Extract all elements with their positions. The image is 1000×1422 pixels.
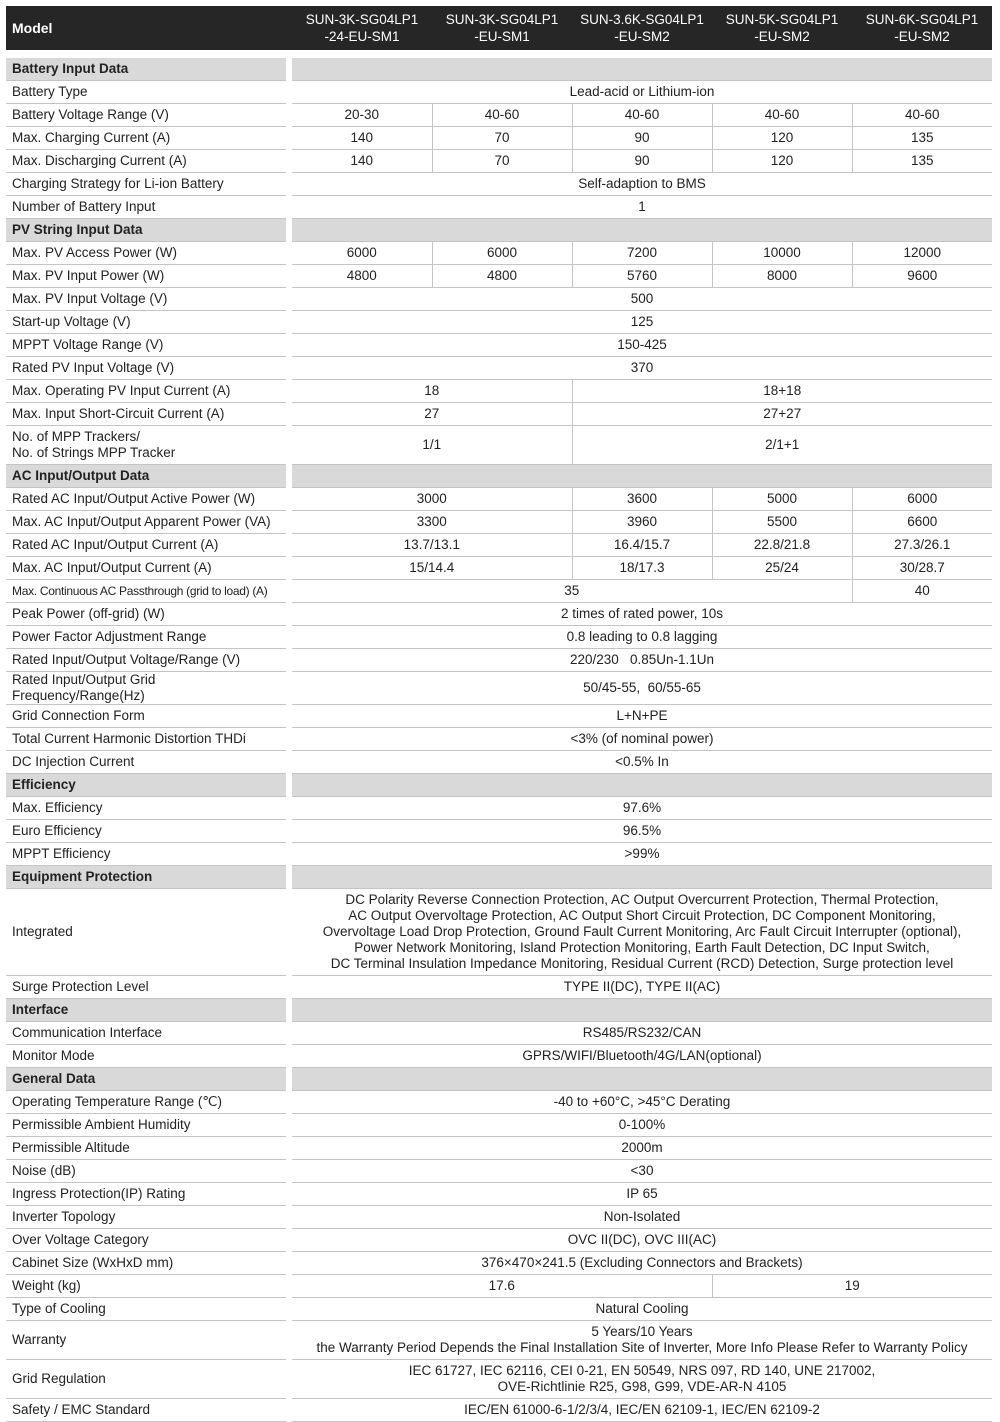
spec-value: 18/17.3 [572, 557, 712, 580]
spec-label: Ingress Protection(IP) Rating [6, 1183, 286, 1206]
spec-row-battery-voltage [6, 104, 992, 127]
spec-label: Type of Cooling [6, 1298, 286, 1321]
spec-row-rated-voltage [6, 649, 992, 672]
spec-row-noise [6, 1160, 992, 1183]
spec-sheet [6, 6, 986, 1422]
spec-label: Max. Discharging Current (A) [6, 150, 286, 173]
spec-value: 140 [292, 150, 432, 173]
spec-label: Max. Charging Current (A) [6, 127, 286, 150]
spec-row-dc-injection [6, 751, 992, 774]
spec-value: 135 [852, 150, 992, 173]
spec-value: 18 [292, 380, 572, 403]
model-label: Model [6, 6, 286, 50]
spec-label: MPPT Efficiency [6, 843, 286, 866]
spec-row-weight [6, 1275, 992, 1298]
spec-label: Permissible Ambient Humidity [6, 1114, 286, 1137]
spec-row-peak-power [6, 603, 992, 626]
specification-table [6, 6, 992, 1422]
spec-label: Noise (dB) [6, 1160, 286, 1183]
spec-row-rated-pv-voltage [6, 357, 992, 380]
spec-value: <0.5% In [292, 751, 992, 774]
spec-label: Over Voltage Category [6, 1229, 286, 1252]
spec-label: Inverter Topology [6, 1206, 286, 1229]
spec-value: 120 [712, 127, 852, 150]
spec-row-mppt-efficiency [6, 843, 992, 866]
spec-value: 140 [292, 127, 432, 150]
spec-row-ac-rated-current [6, 534, 992, 557]
spec-value: 500 [292, 288, 992, 311]
spec-value: 97.6% [292, 797, 992, 820]
spec-value: 1 [292, 196, 992, 219]
spec-label: Monitor Mode [6, 1045, 286, 1068]
spec-value: 3600 [572, 488, 712, 511]
spec-label: Charging Strategy for Li-ion Battery [6, 173, 286, 196]
spec-value: Natural Cooling [292, 1298, 992, 1321]
spec-row-cooling [6, 1298, 992, 1321]
section-battery-input [6, 58, 992, 81]
spec-label: Max. Input Short-Circuit Current (A) [6, 403, 286, 426]
spec-value: RS485/RS232/CAN [292, 1022, 992, 1045]
spec-row-euro-efficiency [6, 820, 992, 843]
spec-label: Total Current Harmonic Distortion THDi [6, 728, 286, 751]
spec-value: -40 to +60°C, >45°C Derating [292, 1091, 992, 1114]
spec-row-short-circuit-current [6, 403, 992, 426]
spec-label: Communication Interface [6, 1022, 286, 1045]
spec-label: Power Factor Adjustment Range [6, 626, 286, 649]
spec-label: Grid Connection Form [6, 705, 286, 728]
section-title: Battery Input Data [6, 58, 286, 81]
spec-value: TYPE II(DC), TYPE II(AC) [292, 976, 992, 999]
spec-label: Max. AC Input/Output Apparent Power (VA) [6, 511, 286, 534]
spec-value: 0.8 leading to 0.8 lagging [292, 626, 992, 649]
section-equipment-protection [6, 866, 992, 889]
spec-value: 7200 [572, 242, 712, 265]
spec-value: 370 [292, 357, 992, 380]
spec-value: 5 Years/10 Years the Warranty Period Depends the Final Installation Site of Inverter, More Info Please Refer to Warranty Policy [292, 1321, 992, 1360]
spec-label: Battery Type [6, 81, 286, 104]
spec-value: 19 [712, 1275, 992, 1298]
spec-value: GPRS/WIFI/Bluetooth/4G/LAN(optional) [292, 1045, 992, 1068]
spec-label: Rated Input/Output Grid Frequency/Range(Hz) [6, 672, 286, 705]
spec-row-ac-apparent-power [6, 511, 992, 534]
spec-value: Non-Isolated [292, 1206, 992, 1229]
spec-row-grid-regulation [6, 1360, 992, 1399]
spec-value: 20-30 [292, 104, 432, 127]
spec-label: MPPT Voltage Range (V) [6, 334, 286, 357]
spec-row-startup-voltage [6, 311, 992, 334]
spec-value: 6000 [432, 242, 572, 265]
spec-value: 30/28.7 [852, 557, 992, 580]
spec-value: DC Polarity Reverse Connection Protection, AC Output Overcurrent Protection, Thermal Protection, AC Output Overvoltage Protection, AC Output Short Circuit Protection, DC Component Monitoring, Overvoltage Load Drop Protection, Ground Fault Current Monitoring, Arc Fault Circuit Interrupter (optional), Power Network Monitoring, Island Protection Monitoring, Earth Fault Detection, DC Input Switch, DC Terminal Insulation Impedance Monitoring, Residual Current (RCD) Detection, Surge protection level [292, 889, 992, 976]
spec-row-max-charging [6, 127, 992, 150]
spec-value: 4800 [432, 265, 572, 288]
spec-label: Max. AC Input/Output Current (A) [6, 557, 286, 580]
model-name: SUN-3.6K-SG04LP1 -EU-SM2 [572, 6, 712, 50]
spec-value: 50/45-55, 60/55-65 [292, 672, 992, 705]
section-interface [6, 999, 992, 1022]
spec-value: 90 [572, 127, 712, 150]
spec-row-battery-type [6, 81, 992, 104]
spec-value: 18+18 [572, 380, 992, 403]
spec-value: 2 times of rated power, 10s [292, 603, 992, 626]
spec-row-pv-input-voltage [6, 288, 992, 311]
spec-value: 120 [712, 150, 852, 173]
spec-value: 16.4/15.7 [572, 534, 712, 557]
spec-value: <30 [292, 1160, 992, 1183]
spec-value: 17.6 [292, 1275, 712, 1298]
spec-value: IEC/EN 61000-6-1/2/3/4, IEC/EN 62109-1, IEC/EN 62109-2 [292, 1399, 992, 1422]
spec-label: Number of Battery Input [6, 196, 286, 219]
spec-value: 6000 [292, 242, 432, 265]
section-pv-string-input [6, 219, 992, 242]
spec-label: DC Injection Current [6, 751, 286, 774]
spec-label: Surge Protection Level [6, 976, 286, 999]
spec-row-mpp-trackers [6, 426, 992, 465]
spec-row-number-of-battery [6, 196, 992, 219]
spec-value: 70 [432, 127, 572, 150]
spec-value: 135 [852, 127, 992, 150]
spec-row-ac-max-current [6, 557, 992, 580]
spec-value: 3300 [292, 511, 572, 534]
section-title: Efficiency [6, 774, 286, 797]
spec-row-warranty [6, 1321, 992, 1360]
spec-row-humidity [6, 1114, 992, 1137]
spec-value: 40-60 [852, 104, 992, 127]
spec-value: 35 [292, 580, 852, 603]
spec-row-ac-active-power [6, 488, 992, 511]
spec-row-cabinet-size [6, 1252, 992, 1275]
spec-label: Grid Regulation [6, 1360, 286, 1399]
spec-row-pv-access-power [6, 242, 992, 265]
spec-label: Max. PV Input Power (W) [6, 265, 286, 288]
spec-label: No. of MPP Trackers/ No. of Strings MPP Tracker [6, 426, 286, 465]
spec-row-communication [6, 1022, 992, 1045]
spec-label: Peak Power (off-grid) (W) [6, 603, 286, 626]
spec-value: 96.5% [292, 820, 992, 843]
spec-value: 25/24 [712, 557, 852, 580]
spec-label: Warranty [6, 1321, 286, 1360]
spec-row-max-discharging [6, 150, 992, 173]
spec-value: Lead-acid or Lithium-ion [292, 81, 992, 104]
spec-label: Operating Temperature Range (℃) [6, 1091, 286, 1114]
spec-row-grid-connection [6, 705, 992, 728]
spec-value: 125 [292, 311, 992, 334]
spec-value: Self-adaption to BMS [292, 173, 992, 196]
spec-label: Max. Operating PV Input Current (A) [6, 380, 286, 403]
spec-value: 6000 [852, 488, 992, 511]
spec-value: 5000 [712, 488, 852, 511]
section-title: General Data [6, 1068, 286, 1091]
spec-value: 13.7/13.1 [292, 534, 572, 557]
spec-value: <3% (of nominal power) [292, 728, 992, 751]
spec-value: L+N+PE [292, 705, 992, 728]
section-title: AC Input/Output Data [6, 465, 286, 488]
spec-value: >99% [292, 843, 992, 866]
spec-row-operating-pv-current [6, 380, 992, 403]
section-general-data [6, 1068, 992, 1091]
spec-row-surge-protection [6, 976, 992, 999]
spec-value: 150-425 [292, 334, 992, 357]
spec-label: Weight (kg) [6, 1275, 286, 1298]
spec-label: Integrated [6, 889, 286, 976]
model-name: SUN-3K-SG04LP1 -24-EU-SM1 [292, 6, 432, 50]
spec-label: Rated PV Input Voltage (V) [6, 357, 286, 380]
spec-label: Rated Input/Output Voltage/Range (V) [6, 649, 286, 672]
spec-value: 40 [852, 580, 992, 603]
spec-value: OVC II(DC), OVC III(AC) [292, 1229, 992, 1252]
model-name: SUN-5K-SG04LP1 -EU-SM2 [712, 6, 852, 50]
spec-value: 40-60 [572, 104, 712, 127]
spec-label: Start-up Voltage (V) [6, 311, 286, 334]
spec-label: Max. PV Input Voltage (V) [6, 288, 286, 311]
spec-label: Rated AC Input/Output Active Power (W) [6, 488, 286, 511]
header-row [6, 6, 992, 50]
spec-row-ip-rating [6, 1183, 992, 1206]
spec-value: 10000 [712, 242, 852, 265]
spec-row-integrated [6, 889, 992, 976]
spec-value: 0-100% [292, 1114, 992, 1137]
spec-value: 27 [292, 403, 572, 426]
spec-row-monitor-mode [6, 1045, 992, 1068]
spec-value: 3960 [572, 511, 712, 534]
spec-value: 3000 [292, 488, 572, 511]
spec-label: Euro Efficiency [6, 820, 286, 843]
spec-value: 376×470×241.5 (Excluding Connectors and Brackets) [292, 1252, 992, 1275]
spec-value: 5760 [572, 265, 712, 288]
spec-label: Max. PV Access Power (W) [6, 242, 286, 265]
spec-row-ac-passthrough [6, 580, 992, 603]
spec-label: Max. Efficiency [6, 797, 286, 820]
spec-label: Permissible Altitude [6, 1137, 286, 1160]
section-ac-input-output [6, 465, 992, 488]
spec-row-pv-input-power [6, 265, 992, 288]
spec-value: 1/1 [292, 426, 572, 465]
spec-row-altitude [6, 1137, 992, 1160]
spec-row-over-voltage-category [6, 1229, 992, 1252]
spec-row-max-efficiency [6, 797, 992, 820]
spec-value: 40-60 [432, 104, 572, 127]
spec-value: 22.8/21.8 [712, 534, 852, 557]
spec-value: IEC 61727, IEC 62116, CEI 0-21, EN 50549, NRS 097, RD 140, UNE 217002, OVE-Richtlinie R25, G98, G99, VDE-AR-N 4105 [292, 1360, 992, 1399]
spec-value: 6600 [852, 511, 992, 534]
spec-label: Max. Continuous AC Passthrough (grid to load) (A) [6, 580, 286, 603]
section-title: Interface [6, 999, 286, 1022]
spec-row-grid-frequency [6, 672, 992, 705]
spec-value: 2000m [292, 1137, 992, 1160]
spec-value: 2/1+1 [572, 426, 992, 465]
spec-row-thdi [6, 728, 992, 751]
spec-value: 8000 [712, 265, 852, 288]
section-efficiency [6, 774, 992, 797]
spec-value: 40-60 [712, 104, 852, 127]
spec-value: 70 [432, 150, 572, 173]
spec-value: 4800 [292, 265, 432, 288]
model-name: SUN-3K-SG04LP1 -EU-SM1 [432, 6, 572, 50]
spec-label: Cabinet Size (WxHxD mm) [6, 1252, 286, 1275]
section-title: Equipment Protection [6, 866, 286, 889]
spec-label: Rated AC Input/Output Current (A) [6, 534, 286, 557]
spec-value: 9600 [852, 265, 992, 288]
spec-row-operating-temperature [6, 1091, 992, 1114]
spec-value: IP 65 [292, 1183, 992, 1206]
spec-row-power-factor [6, 626, 992, 649]
spec-value: 90 [572, 150, 712, 173]
spec-value: 5500 [712, 511, 852, 534]
spec-value: 27.3/26.1 [852, 534, 992, 557]
spec-label: Safety / EMC Standard [6, 1399, 286, 1422]
model-name: SUN-6K-SG04LP1 -EU-SM2 [852, 6, 992, 50]
spec-value: 220/230 0.85Un-1.1Un [292, 649, 992, 672]
spec-value: 12000 [852, 242, 992, 265]
spec-row-topology [6, 1206, 992, 1229]
spec-row-mppt-voltage-range [6, 334, 992, 357]
spec-value: 27+27 [572, 403, 992, 426]
spec-label: Battery Voltage Range (V) [6, 104, 286, 127]
spec-row-charging-strategy [6, 173, 992, 196]
section-title: PV String Input Data [6, 219, 286, 242]
spec-value: 15/14.4 [292, 557, 572, 580]
